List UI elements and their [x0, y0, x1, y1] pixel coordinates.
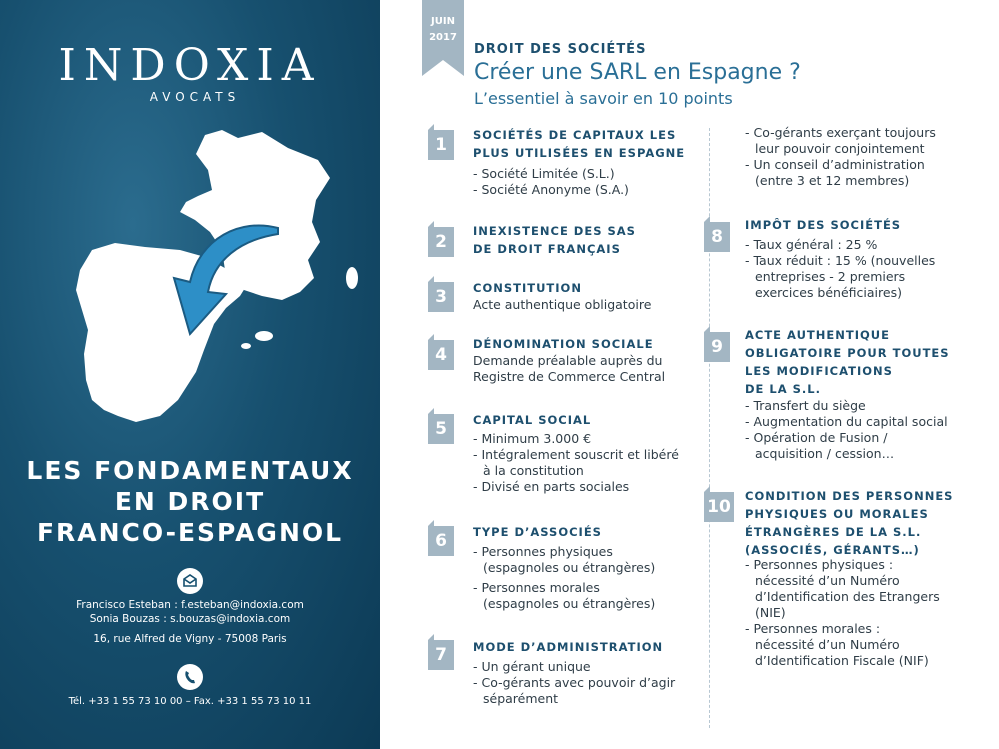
date-text: [422, 14, 464, 46]
page-title: Créer une SARL en Espagne ?: [474, 60, 801, 85]
headline-line-1: LES FONDAMENTAUX: [26, 456, 354, 485]
section-body-7-continued: - Co-gérants exerçant toujours leur pouvoir conjointement - Un conseil d’administration (entre 3 et 12 membres): [745, 125, 936, 188]
address: 16, rue Alfred de Vigny - 75008 Paris: [93, 633, 287, 645]
section-body-9: - Transfert du siège - Augmentation du capital social - Opération de Fusion / acquisition / cession…: [745, 398, 948, 461]
section-number-8: 8: [704, 222, 730, 252]
headline-line-2: EN DROIT: [114, 487, 266, 516]
section-number-5: 5: [428, 414, 454, 444]
section-number-4: 4: [428, 340, 454, 370]
section-number-7: 7: [428, 640, 454, 670]
right-panel: [380, 0, 999, 749]
section-title-8: IMPÔT DES SOCIÉTÉS: [745, 218, 902, 232]
section-title-5: CAPITAL SOCIAL: [473, 413, 592, 427]
section-body-7: - Un gérant unique - Co-gérants avec pouvoir d’agir séparément: [473, 659, 676, 706]
contact-esteban[interactable]: Francisco Esteban : f.esteban@indoxia.com: [76, 599, 304, 611]
section-body-6: - Personnes physiques (espagnoles ou étrangères) - Personnes morales (espagnoles ou étrangères): [473, 544, 656, 611]
contacts: [0, 598, 380, 626]
kicker: DROIT DES SOCIÉTÉS: [474, 42, 647, 57]
section-title-9: ACTE AUTHENTIQUE OBLIGATOIRE POUR TOUTES LES MODIFICATIONS DE LA S.L.: [745, 328, 950, 396]
contact-bouzas[interactable]: Sonia Bouzas : s.bouzas@indoxia.com: [89, 613, 291, 625]
map-illustration: [0, 110, 380, 450]
date-year: 2017: [429, 32, 457, 43]
section-title-7: MODE D’ADMINISTRATION: [473, 640, 664, 654]
section-number-9: 9: [704, 332, 730, 362]
phone-icon: [177, 664, 203, 690]
section-body-1: - Société Limitée (S.L.) - Société Anonyme (S.A.): [473, 166, 629, 197]
section-body-4: Demande préalable auprès du Registre de Commerce Central: [473, 353, 666, 384]
section-title-10: CONDITION DES PERSONNES PHYSIQUES OU MORALES ÉTRANGÈRES DE LA S.L. (ASSOCIÉS, GÉRANTS…): [745, 489, 954, 557]
section-number-6: 6: [428, 526, 454, 556]
page-subtitle: L’essentiel à savoir en 10 points: [474, 89, 733, 108]
date-month: JUIN: [431, 16, 455, 27]
section-number-3: 3: [428, 282, 454, 312]
section-body-8: - Taux général : 25 % - Taux réduit : 15 % (nouvelles entreprises - 2 premiers exercices bénéficiaires): [745, 237, 936, 300]
section-number-2: 2: [428, 227, 454, 257]
headline-line-3: FRANCO-ESPAGNOL: [36, 518, 344, 547]
section-number-10: 10: [704, 492, 734, 522]
phone-fax: Tél. +33 1 55 73 10 00 – Fax. +33 1 55 73 10 11: [68, 696, 312, 707]
section-body-5: - Minimum 3.000 € - Intégralement souscrit et libéré à la constitution - Divisé en parts sociales: [473, 431, 679, 494]
iberia-shape: [76, 243, 250, 422]
section-title-2: INEXISTENCE DES SAS DE DROIT FRANÇAIS: [473, 224, 636, 256]
section-body-10: - Personnes physiques : nécessité d’un Numéro d’Identification des Etrangers (NIE) - Personnes morales : nécessité d’un Numéro d’Identification Fiscale (NIF): [745, 557, 940, 668]
section-body-3: Acte authentique obligatoire: [473, 297, 652, 312]
left-panel: [0, 0, 380, 749]
section-title-4: DÉNOMINATION SOCIALE: [473, 337, 654, 351]
logo: INDOXIA: [58, 40, 322, 91]
headline: [0, 455, 380, 548]
section-title-3: CONSTITUTION: [473, 281, 582, 295]
section-title-1: SOCIÉTÉS DE CAPITAUX LES PLUS UTILISÉES EN ESPAGNE: [473, 128, 686, 160]
mail-icon: [177, 568, 203, 594]
logo-subtitle: AVOCATS: [149, 90, 241, 104]
section-title-6: TYPE D’ASSOCIÉS: [473, 525, 602, 539]
section-number-1: 1: [428, 130, 454, 160]
